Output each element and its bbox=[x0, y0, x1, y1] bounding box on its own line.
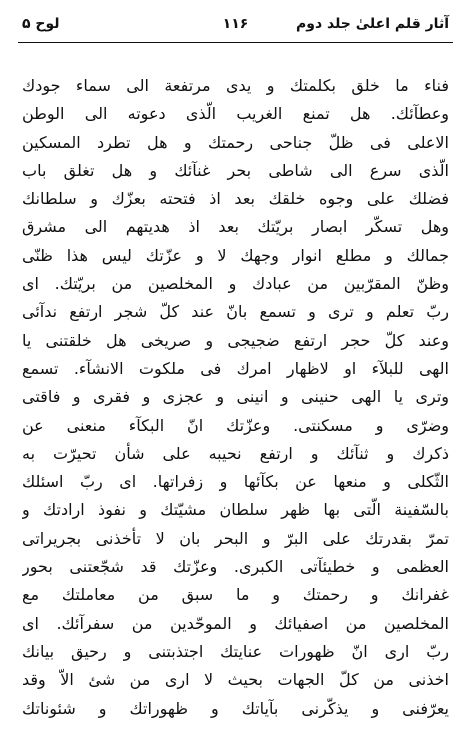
text-line: ربّ ارى انّ ظهورات عنايتك اجتذبتنى و رحيق بيانك bbox=[22, 641, 449, 661]
text-line: العظمى و خطيئآتى الكبرى. وعزّتك قد شجّعتنى بحور bbox=[22, 557, 449, 577]
text-line: الّذى سرع الى شاطى بحر غنآئك و هل تغلق باب bbox=[22, 160, 449, 180]
text-line: غفرانك و رحمتك و ما سبق من معاملتك مع bbox=[22, 585, 449, 605]
text-line: فضلك على وجوه خلقك بعد اذ فتحته بعزّك و سلطانك bbox=[22, 189, 449, 209]
text-line: وعند كلّ حجر ارتفع ضجيجى و صريخى هل خلقتنى يا bbox=[22, 330, 449, 350]
text-line: جمالك و مطلع انوار وجهك لا و عزّتك ليس هذا ظنّى bbox=[22, 245, 449, 265]
text-line: وترى يا الهى حنينى و انينى و عجزى و فقرى و فاقتى bbox=[22, 387, 449, 407]
text-line: المخلصين من اصفيائك و الموحّدين من سفرآئك. اى bbox=[22, 613, 449, 633]
text-line: يعرّفنى و يذكّرنى بآياتك و ظهوراتك و شئوناتك bbox=[22, 698, 449, 718]
text-line: ربّ تعلم و ترى و تسمع بانّ عند كلّ شجر ارتفع ندآئى bbox=[22, 302, 449, 322]
header-rule bbox=[18, 42, 453, 43]
text-line: فناء ما خلق بكلمتك و يدى مرتفعة الى سماء جودك bbox=[22, 76, 449, 95]
text-line: الثّكلى و منعها عن بكآئها و زفراتها. اى ربّ اسئلك bbox=[22, 472, 449, 492]
page-header bbox=[18, 14, 453, 40]
text-line: وضرّى و مسكنتى. وعزّتك انّ البكآء منعنى عن bbox=[22, 415, 449, 435]
body-text bbox=[22, 72, 449, 723]
text-line: ذكرك و ثنآئك و ارتفع نحيبه على شأن تحيرّت به bbox=[22, 443, 449, 463]
text-line: وعطآئك. هل تمنع الغريب الّذى دعوته الى الوطن bbox=[22, 104, 449, 124]
page-number: ۱۱۶ bbox=[222, 16, 249, 32]
text-line: وهل تسكّر ابصار بريّتك بعد اذ هديتهم الى مشرق bbox=[22, 217, 449, 237]
text-line: الهى للبلآء او لاظهار امرك فى ملكوت الانشآء. تسمع bbox=[22, 358, 449, 378]
running-title: آثار قلم اعلیٰ جلد دوم bbox=[295, 16, 449, 32]
text-line: بالسّفينة الّتى بها ظهر سلطان مشيّتك و نفوذ ارادتك و bbox=[22, 500, 449, 520]
text-line: اخذنى من كلّ الجهات بحيث لا ارى من شئ الاّ وقد bbox=[22, 670, 449, 690]
text-line: الاعلى فى ظلّ جناحى رحمتك و هل تطرد المسكين bbox=[22, 132, 449, 152]
text-line: تمرّ بقدرتك على البرّ و البحر بان لا تأخذنى بجريراتى bbox=[22, 528, 449, 548]
text-line: وظنّ المقرّبين من عبادك و المخلصين من بريّتك. اى bbox=[22, 274, 449, 294]
page-label: لوح ۵ bbox=[22, 16, 60, 32]
